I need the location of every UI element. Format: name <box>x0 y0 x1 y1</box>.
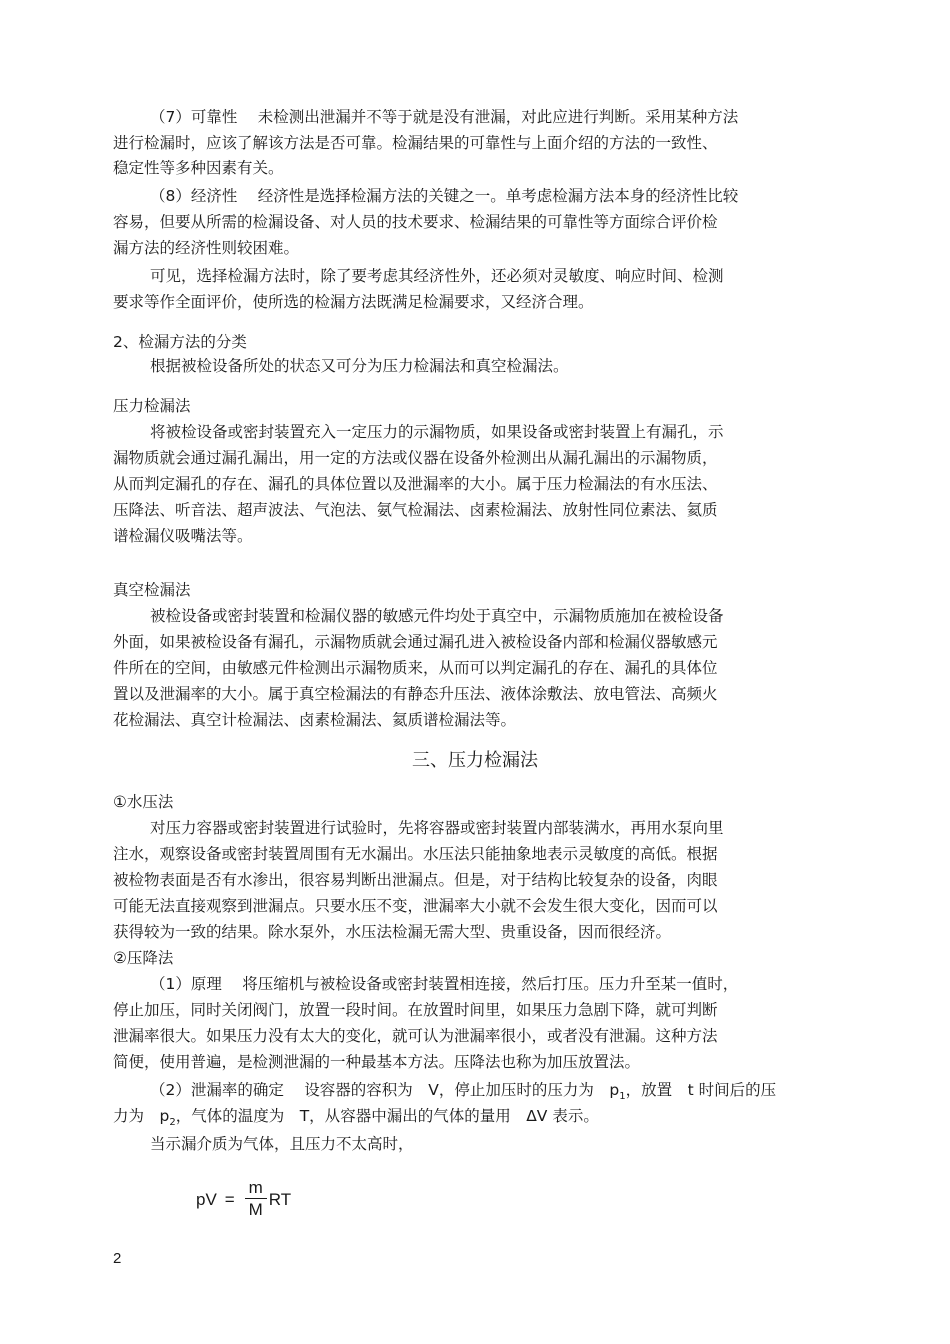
paragraph-line: 置以及泄漏率的大小。属于真空检漏法的有静态升压法、液体涂敷法、放电管法、高频火 <box>113 685 718 703</box>
paragraph-line: 力为 $p_2$，气体的温度为 T，从容器中漏出的气体的量用 ΔV 表示。 <box>113 1107 599 1129</box>
paragraph-line: 可见，选择检漏方法时，除了要考虑其经济性外，还必须对灵敏度、响应时间、检测 <box>150 267 724 285</box>
fraction-denominator: M <box>248 1200 263 1219</box>
section-heading: 2、检漏方法的分类 <box>113 333 247 351</box>
paragraph-line: 容易，但要从所需的检漏设备、对人员的技术要求、检漏结果的可靠性等方面综合评价检 <box>113 213 718 231</box>
paragraph-line: 漏物质就会通过漏孔漏出，用一定的方法或仪器在设备外检测出从漏孔漏出的示漏物质， <box>113 449 718 467</box>
paragraph-line: 外面，如果被检设备有漏孔，示漏物质就会通过漏孔进入被检设备内部和检漏仪器敏感元 <box>113 633 718 651</box>
paragraph-line: 漏方法的经济性则较困难。 <box>113 239 300 257</box>
subsection-heading: 真空检漏法 <box>113 581 191 599</box>
paragraph-line: 获得较为一致的结果。除水泵外，水压法检漏无需大型、贵重设备，因而很经济。 <box>113 923 672 941</box>
paragraph-line: （2）泄漏率的确定 设容器的容积为 V，停止加压时的压力为 $p_1$，放置 t 时间后的压 <box>150 1081 777 1103</box>
paragraph-line: 花检漏法、真空计检漏法、卤素检漏法、氦质谱检漏法等。 <box>113 711 517 729</box>
paragraph-line: 要求等作全面评价，使所选的检漏方法既满足检漏要求，又经济合理。 <box>113 293 594 311</box>
paragraph-line: 从而判定漏孔的存在、漏孔的具体位置以及泄漏率的大小。属于压力检漏法的有水压法、 <box>113 475 718 493</box>
formula-rhs: RT <box>268 1189 292 1209</box>
paragraph-line: （8）经济性 经济性是选择检漏方法的关键之一。单考虑检漏方法本身的经济性比较 <box>150 187 739 205</box>
paragraph-line: 被检设备或密封装置和检漏仪器的敏感元件均处于真空中，示漏物质施加在被检设备 <box>150 607 724 625</box>
paragraph-line: 将被检设备或密封装置充入一定压力的示漏物质，如果设备或密封装置上有漏孔，示 <box>150 423 724 441</box>
paragraph-line: （1）原理 将压缩机与被检设备或密封装置相连接，然后打压。压力升至某一值时， <box>150 975 739 993</box>
paragraph-line: 停止加压，同时关闭阀门，放置一段时间。在放置时间里，如果压力急剧下降，就可判断 <box>113 1001 718 1019</box>
paragraph-line: 对压力容器或密封装置进行试验时，先将容器或密封装置内部装满水，再用水泵向里 <box>150 819 724 837</box>
paragraph-line: （7）可靠性 未检测出泄漏并不等于就是没有泄漏，对此应进行判断。采用某种方法 <box>150 108 739 126</box>
subsection-heading: 压力检漏法 <box>113 397 191 415</box>
chapter-heading: 三、压力检漏法 <box>412 750 538 771</box>
paragraph-line: 可能无法直接观察到泄漏点。只要水压不变，泄漏率大小就不会发生很大变化，因而可以 <box>113 897 718 915</box>
subsection-heading: ①水压法 <box>113 793 174 811</box>
paragraph-line: 稳定性等多种因素有关。 <box>113 159 284 177</box>
formula-lhs: pV <box>196 1189 217 1209</box>
paragraph-line: 被检物表面是否有水渗出，很容易判断出泄漏点。但是，对于结构比较复杂的设备，肉眼 <box>113 871 718 889</box>
fraction-numerator: m <box>248 1178 263 1197</box>
paragraph-line: 进行检漏时，应该了解该方法是否可靠。检漏结果的可靠性与上面介绍的方法的一致性、 <box>113 134 718 152</box>
formula-fraction <box>245 1178 267 1221</box>
page-number: 2 <box>113 1250 122 1267</box>
paragraph-line: 简便，使用普遍，是检测泄漏的一种最基本方法。压降法也称为加压放置法。 <box>113 1053 641 1071</box>
paragraph-line: 件所在的空间，由敏感元件检测出示漏物质来，从而可以判定漏孔的存在、漏孔的具体位 <box>113 659 718 677</box>
paragraph-line: 当示漏介质为气体，且压力不太高时， <box>150 1135 414 1153</box>
paragraph-line: 根据被检设备所处的状态又可分为压力检漏法和真空检漏法。 <box>150 357 569 375</box>
paragraph-line: 泄漏率很大。如果压力没有太大的变化，就可认为泄漏率很小，或者没有泄漏。这种方法 <box>113 1027 718 1045</box>
paragraph-line: 注水，观察设备或密封装置周围有无水漏出。水压法只能抽象地表示灵敏度的高低。根据 <box>113 845 718 863</box>
paragraph-line: 谱检漏仪吸嘴法等。 <box>113 527 253 545</box>
paragraph-line: 压降法、听音法、超声波法、气泡法、氨气检漏法、卤素检漏法、放射性同位素法、氦质 <box>113 501 718 519</box>
subsection-heading: ②压降法 <box>113 949 174 967</box>
formula-equals: = <box>224 1189 235 1209</box>
ideal-gas-formula <box>196 1178 291 1221</box>
